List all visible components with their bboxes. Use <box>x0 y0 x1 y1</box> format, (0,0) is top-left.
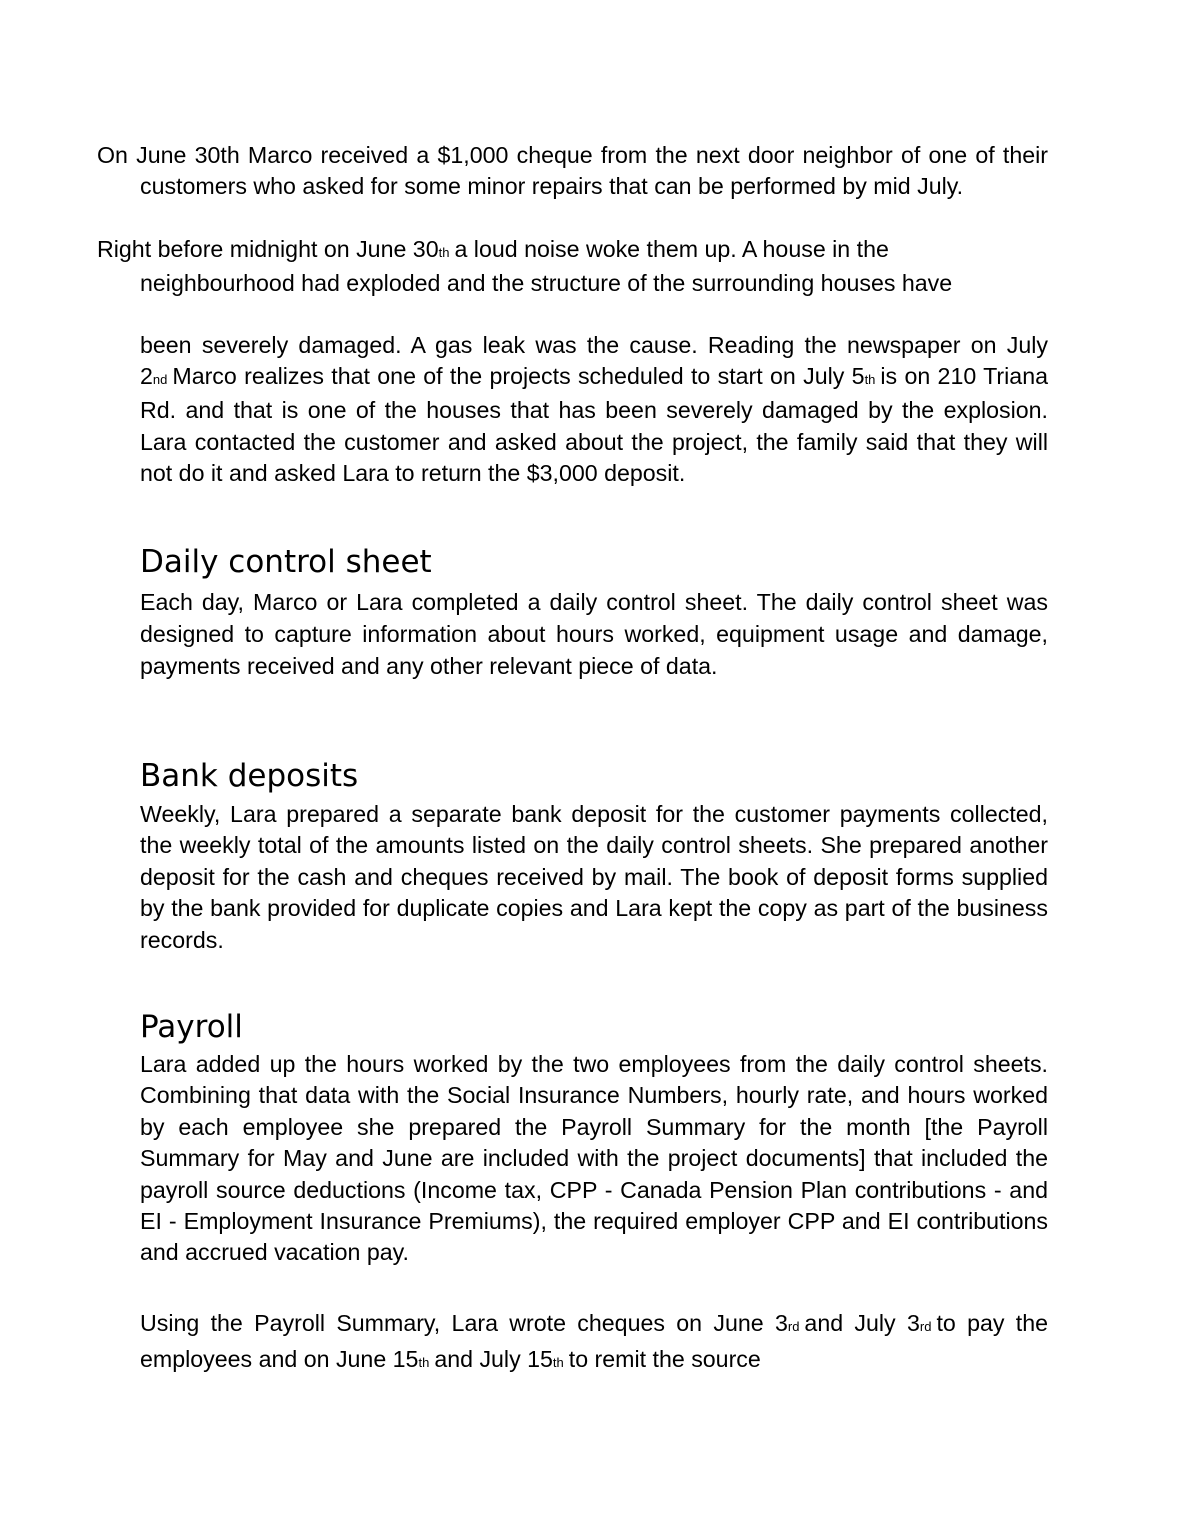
paragraph-payroll-summary: Lara added up the hours worked by the two employees from the daily control sheets. Combining that data with the Social Insurance Numbers, hourly rate, and hours worked by each employee she prepared the Payroll Summary for the month [the Payroll Summary for May and June are included with the project documents] that included the payroll source deductions (Income tax, CPP - Canada Pension Plan contributions - and EI - Employment Insurance Premiums), the required employer CPP and EI contributions and accrued vacation pay. <box>140 1051 1048 1266</box>
heading-daily-control-sheet: Daily control sheet <box>140 544 432 580</box>
paragraph-text: and July 15 <box>434 1346 553 1372</box>
paragraph-text: a loud noise woke them up. A house in the neighbourhood had exploded and the structure of the surrounding houses have <box>140 236 953 297</box>
heading-payroll: Payroll <box>140 1009 243 1045</box>
paragraph-text: Marco realizes that one of the projects scheduled to start on July 5 <box>172 363 865 390</box>
paragraph-text: is on 210 Triana Rd. and that is one of the houses that has been severely damaged by the explosion. Lara contacted the customer and asked about the project, the family said that they will not do it and asked Lara to return the $3,000 deposit. <box>140 363 1048 486</box>
superscript: nd <box>152 372 168 388</box>
superscript: th <box>438 245 450 260</box>
superscript: th <box>552 1355 564 1370</box>
paragraph-text: to pay the employees and on June 15 <box>140 1310 1049 1372</box>
superscript: rd <box>919 1319 932 1334</box>
superscript: th <box>864 372 876 388</box>
paragraph-text: been severely damaged. A gas leak was the cause. Reading the newspaper on July 2 <box>140 332 1048 390</box>
paragraph-text: Using the Payroll Summary, Lara wrote cheques on June 3 <box>140 1310 788 1336</box>
paragraph-text: to remit the source <box>568 1346 761 1372</box>
paragraph-june-30-cheque <box>97 140 1048 203</box>
superscript: rd <box>787 1319 800 1334</box>
paragraph-text: and July 3 <box>804 1310 920 1336</box>
paragraph-gas-leak <box>140 330 1048 489</box>
paragraph-text: Right before midnight on June 30 <box>97 236 439 262</box>
paragraph-explosion <box>97 234 1048 300</box>
paragraph-bank-deposits: Weekly, Lara prepared a separate bank deposit for the customer payments collected, the weekly total of the amounts listed on the daily control sheets. She prepared another deposit for the cash and cheques received by mail. The book of deposit forms supplied by the bank provided for duplicate copies and Lara kept the copy as part of the business records. <box>140 801 1048 953</box>
heading-bank-deposits: Bank deposits <box>140 758 359 794</box>
paragraph-daily-control-sheet: Each day, Marco or Lara completed a daily control sheet. The daily control sheet was designed to capture information about hours worked, equipment usage and damage, payments received and any other relevant piece of data. <box>140 589 1048 679</box>
superscript: th <box>418 1355 430 1370</box>
paragraph-text: On June 30th Marco received a $1,000 cheque from the next door neighbor of one of their customers who asked for some minor repairs that can be performed by mid July. <box>97 142 1048 200</box>
paragraph-payroll-cheques <box>140 1307 1048 1379</box>
